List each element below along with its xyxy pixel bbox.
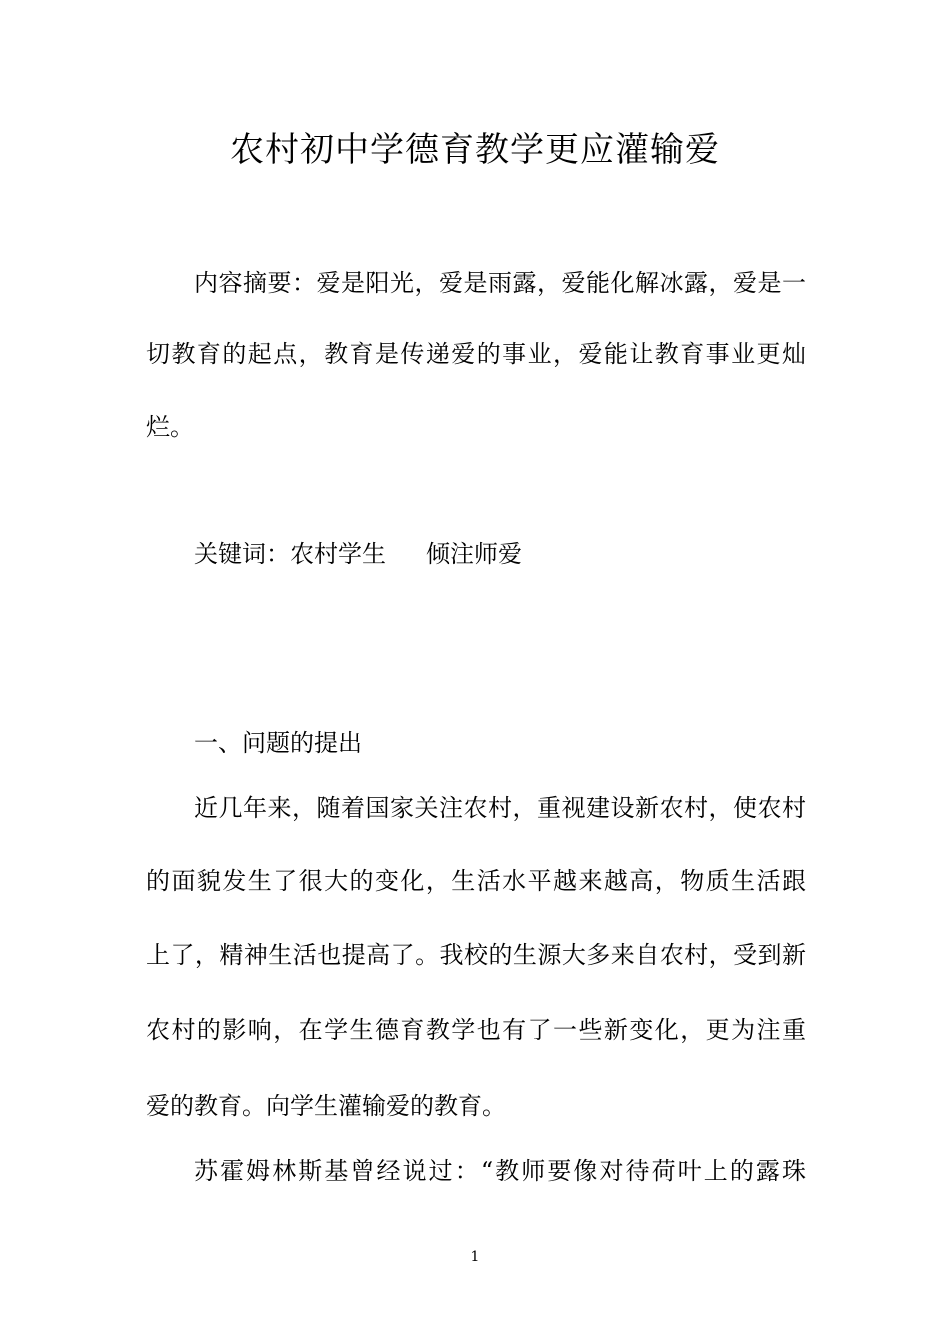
keyword-item-1: 农村学生: [290, 540, 386, 568]
paragraph1-line-5: 爱的教育。向学生灌输爱的教育。: [146, 1092, 506, 1120]
paragraph1-line-3: 上了，精神生活也提高了。我校的生源大多来自农村，受到新: [146, 941, 806, 969]
paragraph1-line-4: 农村的影响，在学生德育教学也有了一些新变化，更为注重: [146, 1016, 806, 1044]
section-heading: 一、问题的提出: [194, 729, 362, 757]
paragraph1-line-1: 近几年来，随着国家关注农村，重视建设新农村，使农村: [194, 794, 806, 822]
document-title: 农村初中学德育教学更应灌输爱: [230, 130, 720, 170]
paragraph2-line-1: 苏霍姆林斯基曾经说过：“教师要像对待荷叶上的露珠: [194, 1157, 806, 1185]
abstract-line-3: 烂。: [146, 413, 194, 441]
keywords-label: 关键词：: [194, 540, 290, 568]
abstract-line-1: 内容摘要：爱是阳光，爱是雨露，爱能化解冰露，爱是一: [194, 269, 806, 297]
paragraph1-line-2: 的面貌发生了很大的变化，生活水平越来越高，物质生活跟: [146, 867, 806, 895]
keywords-line: [194, 536, 806, 572]
abstract-line-2: 切教育的起点，教育是传递爱的事业，爱能让教育事业更灿: [146, 340, 806, 368]
page-number: 1: [470, 1249, 480, 1265]
keyword-item-2: 倾注师爱: [426, 540, 522, 568]
